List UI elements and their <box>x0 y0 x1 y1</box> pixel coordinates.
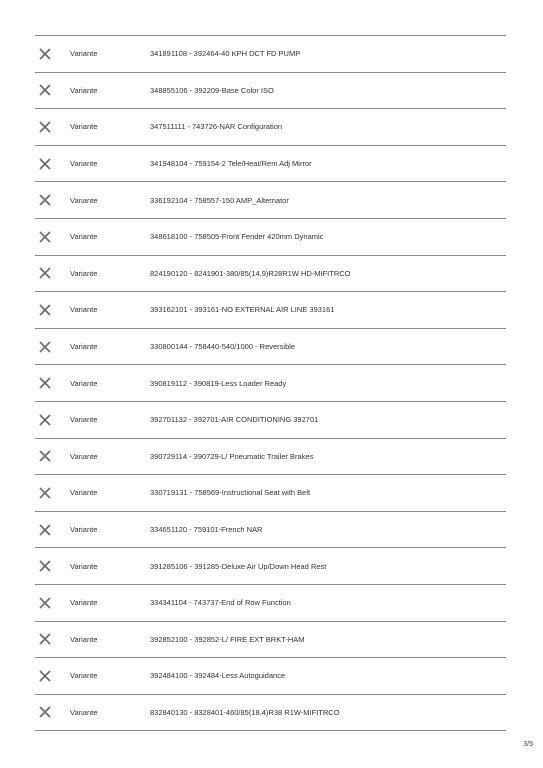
row-type: Variante <box>70 305 98 315</box>
row-type: Variante <box>70 49 98 59</box>
row-type: Variante <box>70 707 98 717</box>
table-row <box>35 182 506 219</box>
close-x-icon[interactable] <box>39 121 51 133</box>
table-row <box>35 512 506 549</box>
row-description: 390729114 - 390729-L/ Pneumatic Trailer Brakes <box>150 451 314 461</box>
row-type: Variante <box>70 232 98 242</box>
row-description: 393162101 - 393161-NO EXTERNAL AIR LINE 393161 <box>150 305 335 315</box>
close-x-icon[interactable] <box>39 267 51 279</box>
row-description: 330800144 - 758440-540/1000 - Reversible <box>150 342 296 352</box>
row-type: Variante <box>70 525 98 535</box>
close-x-icon[interactable] <box>39 341 51 353</box>
close-x-icon[interactable] <box>39 84 51 96</box>
row-description: 334651120 - 759101-French NAR <box>150 525 263 535</box>
table-row <box>35 658 506 695</box>
table-row <box>35 622 506 659</box>
row-type: Variante <box>70 159 98 169</box>
row-type: Variante <box>70 634 98 644</box>
row-type: Variante <box>70 598 98 608</box>
row-description: 336192104 - 758557-150 AMP_Alternator <box>150 195 289 205</box>
table-row <box>35 219 506 256</box>
row-description: 341948104 - 759154-2 Tele/Heat/Rem Adj Mirror <box>150 159 312 169</box>
table-row <box>35 439 506 476</box>
table-row <box>35 292 506 329</box>
row-description: 341891108 - 392464-40 KPH DCT FD PUMP <box>150 49 301 59</box>
close-x-icon[interactable] <box>39 487 51 499</box>
row-description: 391285106 - 391285-Deluxe Air Up/Down Head Rest <box>150 561 327 571</box>
row-type: Variante <box>70 378 98 388</box>
row-type: Variante <box>70 85 98 95</box>
table-row <box>35 146 506 183</box>
close-x-icon[interactable] <box>39 377 51 389</box>
table-row <box>35 548 506 585</box>
row-type: Variante <box>70 671 98 681</box>
variant-table <box>35 35 506 731</box>
table-row <box>35 585 506 622</box>
close-x-icon[interactable] <box>39 706 51 718</box>
table-row <box>35 695 506 732</box>
close-x-icon[interactable] <box>39 597 51 609</box>
row-description: 330719131 - 758569-Instructional Seat with Belt <box>150 488 311 498</box>
row-type: Variante <box>70 451 98 461</box>
close-x-icon[interactable] <box>39 670 51 682</box>
row-type: Variante <box>70 415 98 425</box>
close-x-icon[interactable] <box>39 633 51 645</box>
row-description: 390819112 - 390819-Less Loader Ready <box>150 378 287 388</box>
table-row <box>35 36 506 73</box>
row-description: 832840130 - 8328401-460/85(18.4)R38 R1W-MIFITRCO <box>150 707 340 717</box>
table-row <box>35 256 506 293</box>
close-x-icon[interactable] <box>39 524 51 536</box>
page-number: 3/5 <box>523 741 533 748</box>
close-x-icon[interactable] <box>39 194 51 206</box>
row-description: 392484100 - 392484-Less Autoguidance <box>150 671 286 681</box>
close-x-icon[interactable] <box>39 304 51 316</box>
row-description: 392701132 - 392701-AIR CONDITIONING 392701 <box>150 415 319 425</box>
row-type: Variante <box>70 122 98 132</box>
table-row <box>35 365 506 402</box>
row-type: Variante <box>70 342 98 352</box>
row-type: Variante <box>70 488 98 498</box>
table-row <box>35 329 506 366</box>
row-description: 347511111 - 743726-NAR Configuration <box>150 122 283 132</box>
table-row <box>35 475 506 512</box>
row-description: 348618100 - 758505-Front Fender 420mm Dynamic <box>150 232 324 242</box>
close-x-icon[interactable] <box>39 450 51 462</box>
table-row <box>35 73 506 110</box>
close-x-icon[interactable] <box>39 414 51 426</box>
close-x-icon[interactable] <box>39 48 51 60</box>
close-x-icon[interactable] <box>39 158 51 170</box>
row-type: Variante <box>70 195 98 205</box>
table-row <box>35 109 506 146</box>
row-description: 392852100 - 392852-L/ FIRE EXT BRKT-HAM <box>150 634 305 644</box>
close-x-icon[interactable] <box>39 560 51 572</box>
row-description: 824190120 - 8241901-380/85(14.9)R28R1W HD-MIFITRCO <box>150 268 351 278</box>
row-type: Variante <box>70 268 98 278</box>
row-type: Variante <box>70 561 98 571</box>
row-description: 348855106 - 392209-Base Color ISO <box>150 85 274 95</box>
table-row <box>35 402 506 439</box>
close-x-icon[interactable] <box>39 231 51 243</box>
row-description: 334341104 - 743737-End of Row Function <box>150 598 291 608</box>
